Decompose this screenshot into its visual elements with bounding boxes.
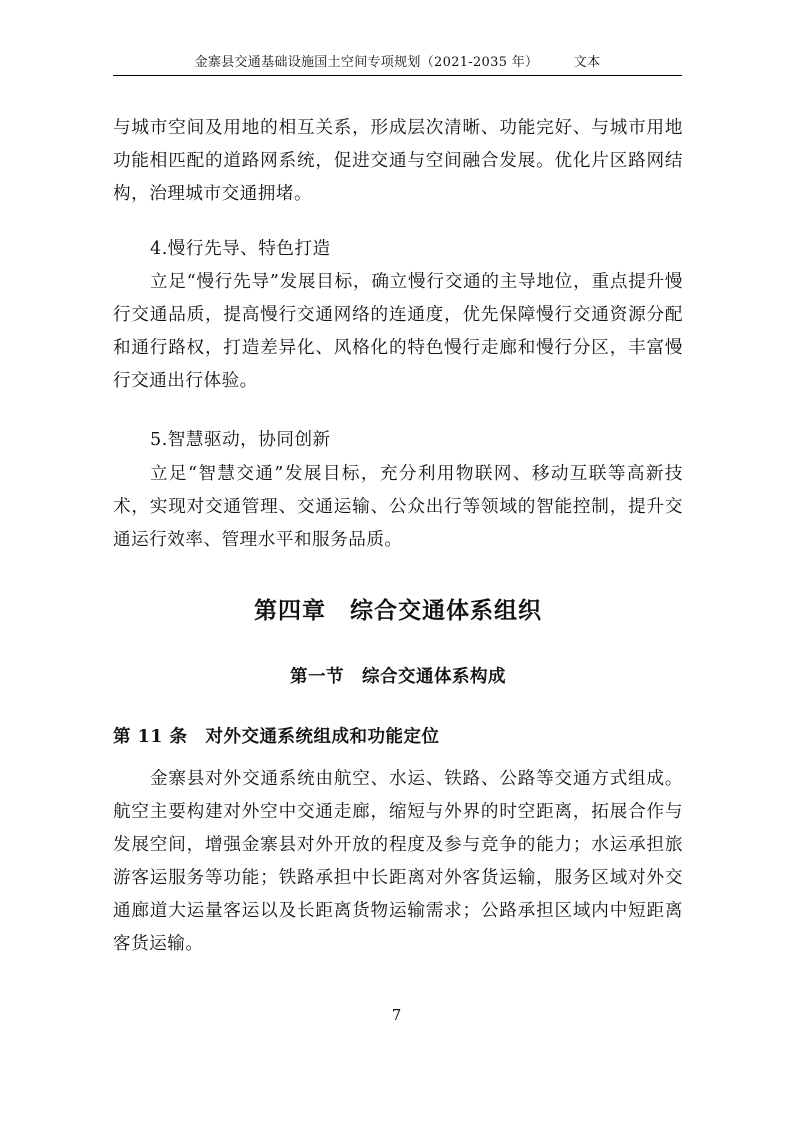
- chapter-title: 第四章 综合交通体系组织: [254, 598, 542, 624]
- running-header: [113, 52, 682, 74]
- paragraph-urban-road-network: 与城市空间及用地的相互关系，形成层次清晰、功能完好、与城市用地功能相匹配的道路网系统，促进交通与空间融合发展。优化片区路网结构，治理城市交通拥堵。: [113, 118, 683, 204]
- header-divider: [113, 75, 682, 76]
- header-title: 金寨县交通基础设施国土空间专项规划（2021-2035 年）: [194, 55, 539, 70]
- subheading-slow-traffic: 4.慢行先导、特色打造: [150, 239, 331, 259]
- section-title: 第一节 综合交通体系构成: [290, 667, 506, 687]
- article-body: 金寨县对外交通系统由航空、水运、铁路、公路等交通方式组成。航空主要构建对外空中交通走廊，缩短与外界的时空距离，拓展合作与发展空间，增强金寨县对外开放的程度及参与竞争的能力；水运承担旅游客运服务等功能；铁路承担中长距离对外客货运输，服务区域对外交通廊道大运量客运以及长距离货物运输需求；公路承担区域内中短距离客货运输。: [113, 769, 683, 954]
- header-doc-type: 文本: [573, 55, 601, 70]
- paragraph-slow-traffic: 立足“慢行先导”发展目标，确立慢行交通的主导地位，重点提升慢行交通品质，提高慢行交通网络的连通度，优先保障慢行交通资源分配和通行路权，打造差异化、风格化的特色慢行走廊和慢行分区，丰富慢行交通出行体验。: [113, 272, 683, 391]
- paragraph-smart-traffic: 立足“智慧交通”发展目标，充分利用物联网、移动互联等高新技术，实现对交通管理、交通运输、公众出行等领域的智能控制，提升交通运行效率、管理水平和服务品质。: [113, 464, 683, 550]
- subheading-smart-drive: 5.智慧驱动，协同创新: [150, 430, 331, 450]
- page-number: 7: [391, 1006, 402, 1024]
- article-title: 第 11 条 对外交通系统组成和功能定位: [113, 727, 440, 747]
